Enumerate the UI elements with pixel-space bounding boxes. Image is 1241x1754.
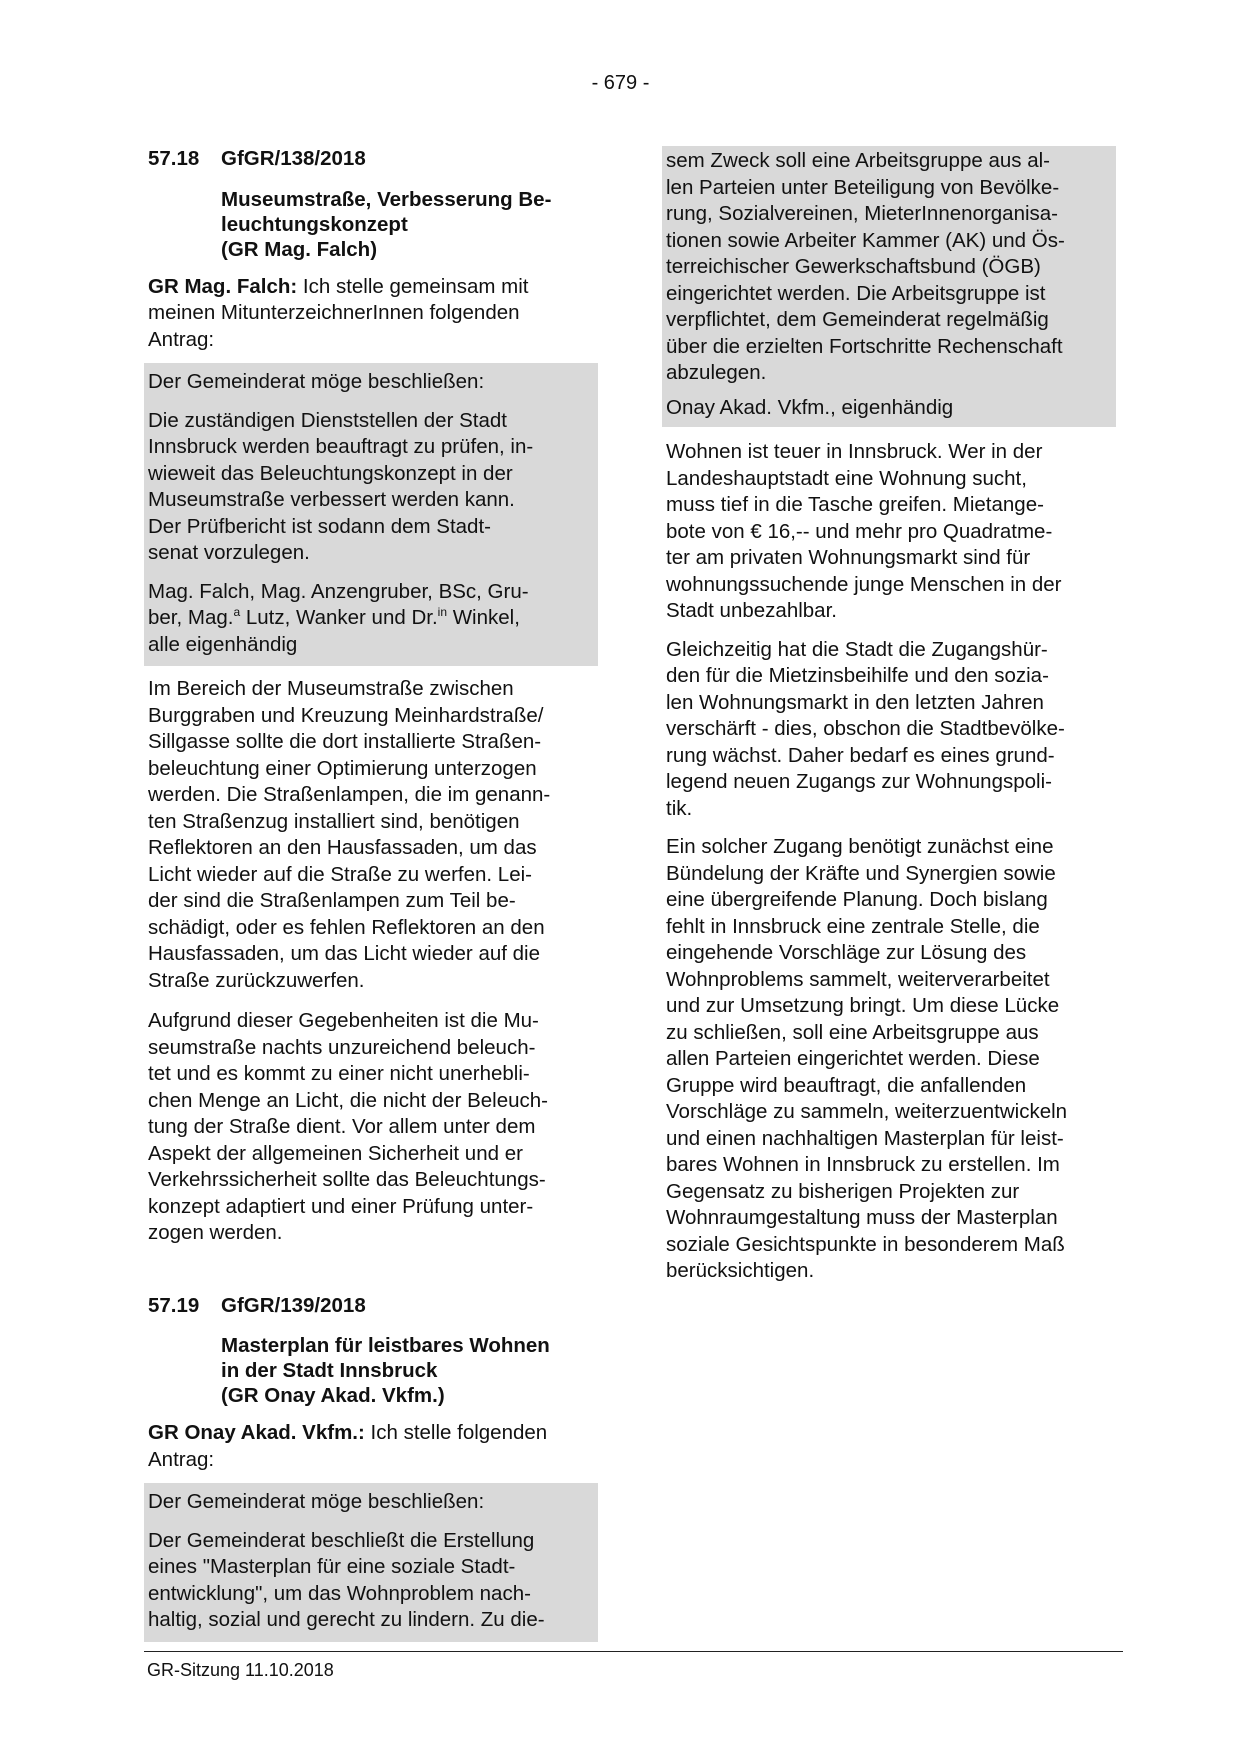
- line: Sillgasse sollte die dort installierte Straßen-: [148, 730, 542, 753]
- signers-line: Lutz, Wanker und Dr.: [240, 606, 438, 629]
- line: ten Straßenzug installiert sind, benötigen: [148, 809, 520, 833]
- speaker-name: GR Onay Akad. Vkfm.:: [148, 1421, 365, 1444]
- superscript: in: [437, 605, 447, 620]
- line: eingehende Vorschläge zur Lösung des: [666, 941, 1027, 964]
- motion-line: Der Gemeinderat beschließt die Erstellung: [148, 1528, 535, 1552]
- line: verschärft - dies, obschon die Stadtbevölke-: [666, 717, 1065, 740]
- line: Bündelung der Kräfte und Synergien sowie: [666, 861, 1056, 885]
- line: soziale Gesichtspunkte in besonderem Maß: [666, 1232, 1065, 1256]
- footer-text: GR-Sitzung 11.10.2018: [147, 1660, 334, 1680]
- paragraph: [666, 637, 1116, 823]
- line: Stadt unbezahlbar.: [666, 599, 837, 622]
- line: Reflektoren an den Hausfassaden, um das: [148, 836, 537, 859]
- motion-text: [148, 404, 594, 573]
- motion-line: Der Prüfbericht ist sodann dem Stadt-: [148, 514, 491, 538]
- line: Vorschläge zu sammeln, weiterzuentwickeln: [666, 1100, 1068, 1123]
- title-line: Masterplan für leistbares Wohnen: [221, 1334, 550, 1357]
- motion-text: [148, 1524, 594, 1640]
- speech-text: Ich stelle folgenden: [364, 1421, 548, 1444]
- page-number: - 679 -: [591, 72, 650, 94]
- line: Im Bereich der Museumstraße zwischen: [148, 677, 514, 700]
- line: tik.: [666, 796, 693, 820]
- signers-line: Winkel,: [447, 606, 520, 629]
- line: tet und es kommt zu einer nicht unerhebli-: [148, 1062, 530, 1085]
- motion-text: [666, 146, 1112, 393]
- motion-line: eingerichtet werden. Die Arbeitsgruppe ist: [666, 281, 1046, 305]
- line: tung der Straße dient. Vor allem unter dem: [148, 1115, 536, 1138]
- motion-line: haltig, sozial und gerecht zu lindern. Zu die-: [148, 1608, 545, 1631]
- line: und zur Umsetzung bringt. Um diese Lücke: [666, 994, 1060, 1017]
- motion-intro: Der Gemeinderat möge beschließen:: [148, 1490, 485, 1513]
- item-number: 57.18: [148, 147, 200, 170]
- line: ter am privaten Wohnungsmarkt sind für: [666, 546, 1031, 569]
- line: chen Menge an Licht, die nicht der Beleuch-: [148, 1088, 549, 1112]
- line: konzept adaptiert und einer Prüfung unter-: [148, 1194, 534, 1218]
- left-column: [148, 146, 598, 1642]
- motion-line: abzulegen.: [666, 361, 767, 384]
- signers-line: ber, Mag.: [148, 606, 234, 629]
- superscript: a: [233, 605, 241, 620]
- line: Aspekt der allgemeinen Sicherheit und er: [148, 1141, 523, 1165]
- line: legend neuen Zugangs zur Wohnungspoli-: [666, 770, 1052, 793]
- motion-line: len Parteien unter Beteiligung von Bevölke-: [666, 175, 1060, 199]
- line: Straße zurückzuwerfen.: [148, 968, 365, 992]
- line: seumstraße nachts unzureichend beleuch-: [148, 1035, 536, 1059]
- line: Burggraben und Kreuzung Meinhardstraße/: [148, 703, 544, 727]
- line: Wohnproblems sammelt, weiterverarbeitet: [666, 967, 1050, 991]
- item-heading-5719: [148, 1293, 598, 1320]
- motion-box-5718: [144, 363, 598, 666]
- paragraph: [148, 676, 598, 994]
- speaker-name: GR Mag. Falch:: [148, 274, 298, 298]
- line: Verkehrssicherheit sollte das Beleuchtungs-: [148, 1168, 546, 1191]
- title-line: in der Stadt Innsbruck: [221, 1359, 438, 1382]
- line: Gruppe wird beauftragt, die anfallenden: [666, 1073, 1027, 1097]
- motion-line: Die zuständigen Dienststellen der Stadt: [148, 408, 507, 432]
- speech-text: Ich stelle gemeinsam mit: [297, 274, 529, 298]
- line: muss tief in die Tasche greifen. Mietange-: [666, 493, 1044, 516]
- line: beleuchtung einer Optimierung unterzogen: [148, 756, 537, 780]
- motion-line: über die erzielten Fortschritte Rechenschaft: [666, 334, 1063, 358]
- motion-line: sem Zweck soll eine Arbeitsgruppe aus al-: [666, 149, 1050, 172]
- line: Wohnen ist teuer in Innsbruck. Wer in der: [666, 440, 1043, 463]
- paragraph: [666, 834, 1116, 1285]
- line: zu schließen, soll eine Arbeitsgruppe aus: [666, 1020, 1039, 1044]
- motion-line: entwicklung", um das Wohnproblem nach-: [148, 1581, 531, 1605]
- title-line: Museumstraße, Verbesserung Be-: [221, 187, 552, 211]
- speech-5719: [148, 1420, 598, 1473]
- line: und einen nachhaltigen Masterplan für leist-: [666, 1126, 1064, 1150]
- line: fehlt in Innsbruck eine zentrale Stelle, die: [666, 914, 1040, 938]
- motion-line: wieweit das Beleuchtungskonzept in der: [148, 461, 513, 485]
- title-line: (GR Onay Akad. Vkfm.): [221, 1384, 445, 1407]
- line: Aufgrund dieser Gegebenheiten ist die Mu-: [148, 1009, 539, 1032]
- item-title-5719: [221, 1333, 598, 1408]
- line: Wohnraumgestaltung muss der Masterplan: [666, 1206, 1058, 1229]
- line: Ein solcher Zugang benötigt zunächst eine: [666, 835, 1054, 858]
- motion-line: eines "Masterplan für eine soziale Stadt-: [148, 1555, 516, 1578]
- motion-box-5719-continued: [662, 146, 1116, 427]
- line: allen Parteien eingerichtet werden. Diese: [666, 1047, 1040, 1070]
- line: Licht wieder auf die Straße zu werfen. Lei-: [148, 862, 532, 886]
- motion-line: tionen sowie Arbeiter Kammer (AK) und Ös-: [666, 228, 1065, 252]
- line: bote von € 16,-- und mehr pro Quadratme-: [666, 519, 1053, 543]
- signers-line: alle eigenhändig: [148, 632, 298, 656]
- line: Gegensatz zu bisherigen Projekten zur: [666, 1179, 1020, 1203]
- motion-line: terreichischer Gewerkschaftsbund (ÖGB): [666, 255, 1041, 278]
- motion-line: verpflichtet, dem Gemeinderat regelmäßig: [666, 308, 1049, 331]
- line: der sind die Straßenlampen zum Teil be-: [148, 889, 516, 912]
- line: Gleichzeitig hat die Stadt die Zugangshür-: [666, 637, 1048, 661]
- paragraph: [148, 1008, 598, 1247]
- line: Hausfassaden, um das Licht wieder auf die: [148, 942, 541, 965]
- item-number: 57.19: [148, 1293, 200, 1317]
- line: Landeshauptstadt eine Wohnung sucht,: [666, 466, 1027, 490]
- motion-line: rung, Sozialvereinen, MieterInnenorganisa-: [666, 202, 1059, 225]
- line: wohnungssuchende junge Menschen in der: [666, 572, 1062, 596]
- speech-5718: [148, 274, 598, 354]
- speech-text: meinen MitunterzeichnerInnen folgenden: [148, 301, 520, 324]
- line: rung wächst. Daher bedarf es eines grund-: [666, 743, 1055, 767]
- item-reference: GfGR/138/2018: [221, 147, 366, 170]
- line: werden. Die Straßenlampen, die im genann-: [148, 783, 551, 806]
- title-line: leuchtungskonzept: [221, 212, 408, 236]
- signers: Onay Akad. Vkfm., eigenhändig: [666, 395, 954, 419]
- line: berücksichtigen.: [666, 1259, 815, 1282]
- item-heading-5718: [148, 146, 598, 173]
- speech-text: Antrag:: [148, 327, 215, 351]
- line: zogen werden.: [148, 1221, 283, 1244]
- title-line: (GR Mag. Falch): [221, 237, 378, 261]
- line: schädigt, oder es fehlen Reflektoren an den: [148, 915, 545, 939]
- motion-line: Innsbruck werden beauftragt zu prüfen, in-: [148, 435, 534, 458]
- motion-line: Museumstraße verbessert werden kann.: [148, 488, 515, 511]
- footer-divider: [144, 1651, 1123, 1652]
- signers-line: Mag. Falch, Mag. Anzengruber, BSc, Gru-: [148, 579, 529, 603]
- motion-box-5719: [144, 1483, 598, 1642]
- line: len Wohnungsmarkt in den letzten Jahren: [666, 690, 1044, 714]
- motion-intro: Der Gemeinderat möge beschließen:: [148, 370, 485, 393]
- motion-line: senat vorzulegen.: [148, 541, 310, 564]
- line: eine übergreifende Planung. Doch bislang: [666, 888, 1048, 911]
- item-reference: GfGR/139/2018: [221, 1293, 366, 1317]
- line: den für die Mietzinsbeihilfe und den sozia-: [666, 664, 1049, 687]
- right-column: [666, 146, 1116, 1285]
- speech-text: Antrag:: [148, 1447, 215, 1471]
- line: bares Wohnen in Innsbruck zu erstellen. Im: [666, 1153, 1060, 1176]
- item-title-5718: [221, 187, 598, 262]
- paragraph: [666, 439, 1116, 625]
- signers: [148, 575, 594, 665]
